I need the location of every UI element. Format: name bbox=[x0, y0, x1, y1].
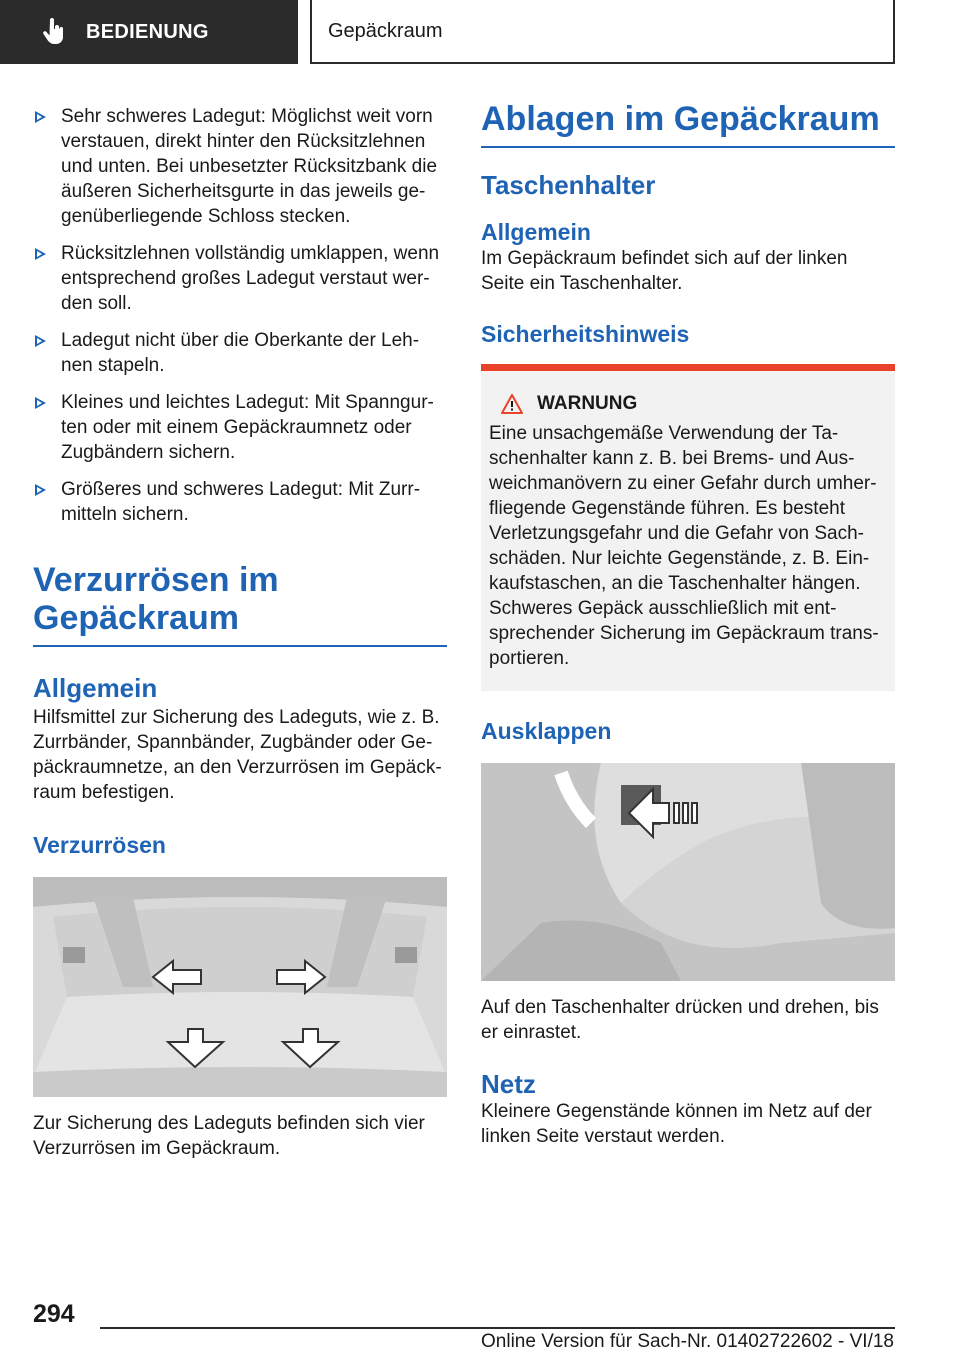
list-item: Rücksitzlehnen vollständig umklappen, wenn entsprechend großes Ladegut verstaut wer‐den soll. bbox=[33, 241, 447, 316]
trunk-illustration bbox=[33, 877, 447, 1097]
ausklappen-heading: Ausklappen bbox=[481, 718, 612, 744]
page-topic-tab bbox=[310, 0, 895, 64]
triangle-bullet-icon bbox=[35, 335, 46, 347]
netz-heading: Netz bbox=[481, 1069, 536, 1099]
triangle-bullet-icon bbox=[35, 248, 46, 260]
sicherheitshinweis-heading: Sicherheitshinweis bbox=[481, 321, 690, 347]
trunk-tie-down-image bbox=[33, 877, 447, 1097]
warning-label: WARNUNG bbox=[537, 393, 638, 414]
ausklappen-caption: Auf den Taschenhalter drücken und drehen, bis er einrastet. bbox=[481, 997, 879, 1043]
chapter-heading: Verzurrösen im Gepäckraum bbox=[33, 561, 447, 647]
warning-text: Eine unsachgemäße Verwendung der Ta‐schenhalter kann z. B. bei Brems- und Aus‐weichmanövern zu einer Gefahr durch umher‐fliegende Gegenstände führen. Es besteht Verletzungsgefahr und die Gefahr von Sach‐schäden. Nur leichte Gegenstände, z. B. Ein‐kaufstaschen, an die Taschenhalter hängen. Schweres Gepäck ausschließlich mit ent‐sprechender Sicherung im Gepäckraum trans‐portieren. bbox=[489, 423, 879, 669]
warning-triangle-icon bbox=[501, 394, 523, 414]
netz-text: Kleinere Gegenstände können im Netz auf der linken Seite verstaut werden. bbox=[481, 1101, 872, 1147]
bag-hook-illustration bbox=[481, 763, 895, 981]
allgemein-text: Hilfsmittel zur Sicherung des Ladeguts, wie z. B. Zurrbänder, Spannbänder, Zugbänder oder Ge‐päckraumnetze, an den Verzurrösen im Gepäck‐raum befestigen. bbox=[33, 707, 442, 803]
taschenhalter-heading: Taschenhalter bbox=[481, 170, 656, 200]
page-topic: Gepäckraum bbox=[328, 19, 443, 42]
warning-box bbox=[481, 364, 895, 691]
section-label: BEDIENUNG bbox=[86, 20, 209, 43]
triangle-bullet-icon bbox=[35, 397, 46, 409]
allgemein-heading: Allgemein bbox=[33, 673, 158, 703]
hand-pointer-icon bbox=[42, 18, 66, 46]
list-item: Kleines und leichtes Ladegut: Mit Spanngur‐ten oder mit einem Gepäckraumnetz oder Zugbändern sichern. bbox=[33, 390, 447, 465]
list-item: Ladegut nicht über die Oberkante der Leh‐nen stapeln. bbox=[33, 328, 447, 378]
warning-header bbox=[489, 393, 887, 415]
verzurroesen-caption: Zur Sicherung des Ladeguts befinden sich vier Verzurrösen im Gepäckraum. bbox=[33, 1113, 425, 1159]
list-item: Größeres und schweres Ladegut: Mit Zurr‐mitteln sichern. bbox=[33, 477, 447, 527]
footer-divider bbox=[100, 1327, 895, 1329]
left-column bbox=[33, 104, 447, 1161]
online-version-note: Online Version für Sach-Nr. 01402722602 - VI/18 bbox=[481, 1331, 894, 1352]
triangle-bullet-icon bbox=[35, 111, 46, 123]
verzurroesen-heading: Verzurrösen bbox=[33, 832, 166, 858]
section-tab bbox=[0, 0, 298, 64]
chapter-heading: Ablagen im Gepäckraum bbox=[481, 100, 895, 148]
page-number: 294 bbox=[33, 1300, 75, 1328]
triangle-bullet-icon bbox=[35, 484, 46, 496]
list-item: Sehr schweres Ladegut: Möglichst weit vorn verstauen, direkt hinter den Rücksitzlehnen und unten. Bei unbesetzter Rücksitzbank die äußeren Sicherheitsgurte in das jeweils ge‐genüberliegende Schloss stecken. bbox=[33, 104, 447, 229]
bullet-list bbox=[33, 104, 447, 527]
allgemein-heading: Allgemein bbox=[481, 219, 591, 245]
allgemein-text: Im Gepäckraum befindet sich auf der linken Seite ein Taschenhalter. bbox=[481, 248, 848, 294]
right-column bbox=[481, 100, 895, 1149]
bag-hook-image bbox=[481, 763, 895, 981]
